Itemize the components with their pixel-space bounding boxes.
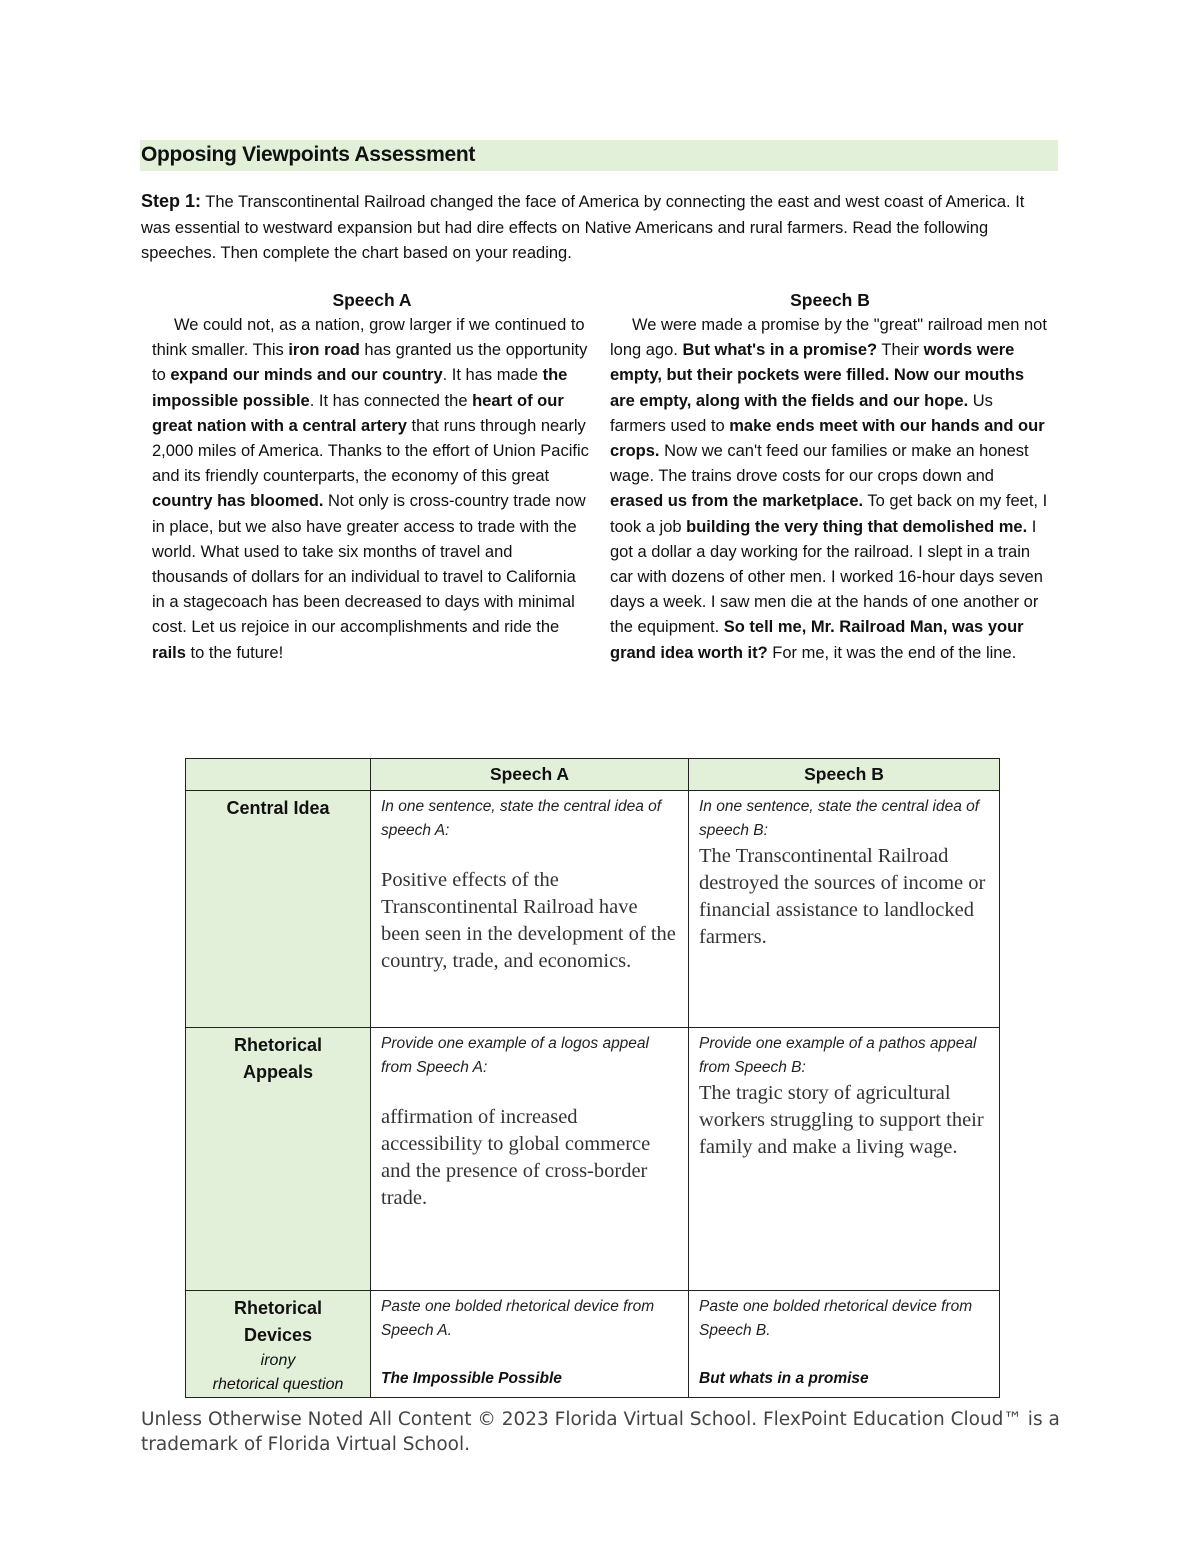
central-idea-a-answer[interactable]: Positive effects of the Transcontinental Railroad have been seen in the development of the country, trade, and economics. (381, 869, 676, 972)
speech-b-heading: Speech B (790, 290, 870, 310)
speech-a-bold: iron road (288, 341, 360, 360)
speech-a-bold: the impossible possible (152, 366, 568, 410)
speech-b-seg: To get back on my feet, I took a job (610, 492, 1048, 536)
central-idea-a-prompt: In one sentence, state the central idea of speech A: (381, 798, 662, 839)
speech-a-seg: . It has made (442, 366, 543, 385)
rhetorical-appeals-label: Rhetorical Appeals (186, 1028, 371, 1291)
comparison-chart (185, 758, 1000, 1398)
rhetorical-devices-label: Rhetorical Devices (233, 1298, 323, 1345)
copyright-footer: Unless Otherwise Noted All Content © 2023 Florida Virtual School. FlexPoint Education Cloud™ is a trademark of Florida Virtual School. (141, 1409, 1060, 1455)
central-idea-b-cell[interactable] (689, 791, 1000, 1028)
appeals-a-answer[interactable]: affirmation of increased accessibility to global commerce and the presence of cross-border trade. (381, 1106, 651, 1209)
intro-text: The Transcontinental Railroad changed the face of America by connecting the east and west coast of America. It was essential to westward expansion but had dire effects on Native Americans and rural farmers. Read the following speeches. Then complete the chart based on your reading. (141, 193, 1025, 262)
speech-b-bold: building the very thing that demolished me. (686, 517, 1028, 536)
speech-a-seg: . It has connected the (309, 391, 473, 410)
speech-a-seg: that runs through nearly 2,000 miles of America. Thanks to the effort of Union Pacific and its friendly counterparts, the economy of this great (152, 416, 589, 486)
speech-b (610, 288, 1050, 666)
header-speech-b: Speech B (689, 759, 1000, 791)
speech-b-seg: For me, it was the end of the line. (767, 643, 1017, 662)
speech-b-bold: erased us from the marketplace. (610, 492, 864, 511)
speech-a-seg: to the future! (185, 643, 284, 662)
speech-b-seg: Now we can't feed our families or make an honest wage. The trains drove costs for our crops down and (610, 442, 1029, 486)
step-label: Step 1: (141, 191, 202, 211)
header-blank-cell (186, 759, 371, 791)
header-speech-a: Speech A (371, 759, 689, 791)
speech-a-text (152, 313, 592, 666)
speech-b-bold: make ends meet with our hands and our crops. (610, 416, 1045, 461)
speech-a-heading: Speech A (332, 290, 412, 310)
speech-b-seg: We were made a promise by the "great" railroad men not long ago. (610, 316, 1047, 360)
central-idea-label: Central Idea (186, 791, 371, 1028)
speech-b-bold: But what's in a promise? (682, 341, 878, 360)
appeals-a-prompt: Provide one example of a logos appeal from Speech A: (381, 1035, 649, 1076)
central-idea-b-answer[interactable]: The Transcontinental Railroad destroyed the sources of income or financial assistance to landlocked farmers. (699, 845, 986, 948)
devices-b-cell[interactable] (689, 1291, 1000, 1398)
devices-b-prompt: Paste one bolded rhetorical device from Speech B. (699, 1298, 973, 1339)
central-idea-b-prompt: In one sentence, state the central idea of speech B: (699, 798, 980, 839)
devices-a-answer[interactable]: The Impossible Possible (381, 1370, 562, 1387)
speech-a-bold: expand our minds and our country (170, 366, 443, 385)
rhetorical-devices-row (186, 1291, 1000, 1398)
speech-a-bold: heart of our great nation with a central artery (152, 391, 564, 435)
device-rhetorical-question: rhetorical question (212, 1376, 344, 1393)
device-irony: irony (260, 1352, 296, 1369)
central-idea-row (186, 791, 1000, 1028)
speech-a (152, 288, 592, 666)
speech-b-text (610, 313, 1050, 666)
appeals-b-cell[interactable] (689, 1028, 1000, 1291)
devices-b-answer[interactable]: But whats in a promise (699, 1370, 869, 1387)
speech-b-seg: I got a dollar a day working for the railroad. I slept in a train car with dozens of other men. I worked 16-hour days seven days a week. I saw men die at the hands of one another or the equipment. (610, 517, 1043, 637)
chart-header-row (186, 759, 1000, 791)
intro-paragraph (141, 189, 1056, 267)
speech-a-bold: country has bloomed. (152, 492, 324, 511)
speech-b-bold: words were empty, but their pockets were filled. Now our mouths are empty, along with the fields and our hope. (610, 341, 1025, 410)
appeals-b-answer[interactable]: The tragic story of agricultural workers struggling to support their family and make a living wage. (699, 1082, 984, 1158)
devices-a-prompt: Paste one bolded rhetorical device from Speech A. (381, 1298, 655, 1339)
rhetorical-appeals-row (186, 1028, 1000, 1291)
speech-a-bold: rails (152, 643, 186, 662)
speech-b-seg: Us farmers used to (610, 391, 993, 435)
speech-b-bold: So tell me, Mr. Railroad Man, was your grand idea worth it? (610, 618, 1024, 662)
rhetorical-devices-cell (186, 1291, 371, 1398)
speech-a-seg: We could not, as a nation, grow larger if we continued to think smaller. This (152, 316, 585, 360)
speech-a-seg: Not only is cross-country trade now in place, but we also have greater access to trade with the world. What used to take six months of travel and thousands of dollars for an individual to travel to California in a stagecoach has been decreased to days with minimal cost. Let us rejoice in our accomplishments and ride the (152, 492, 586, 637)
page-title: Opposing Viewpoints Assessment (141, 143, 476, 166)
appeals-a-cell[interactable] (371, 1028, 689, 1291)
central-idea-a-cell[interactable] (371, 791, 689, 1028)
speech-b-seg: Their (877, 341, 924, 360)
appeals-b-prompt: Provide one example of a pathos appeal from Speech B: (699, 1035, 977, 1076)
devices-a-cell[interactable] (371, 1291, 689, 1398)
speech-a-seg: has granted us the opportunity to (152, 341, 588, 385)
